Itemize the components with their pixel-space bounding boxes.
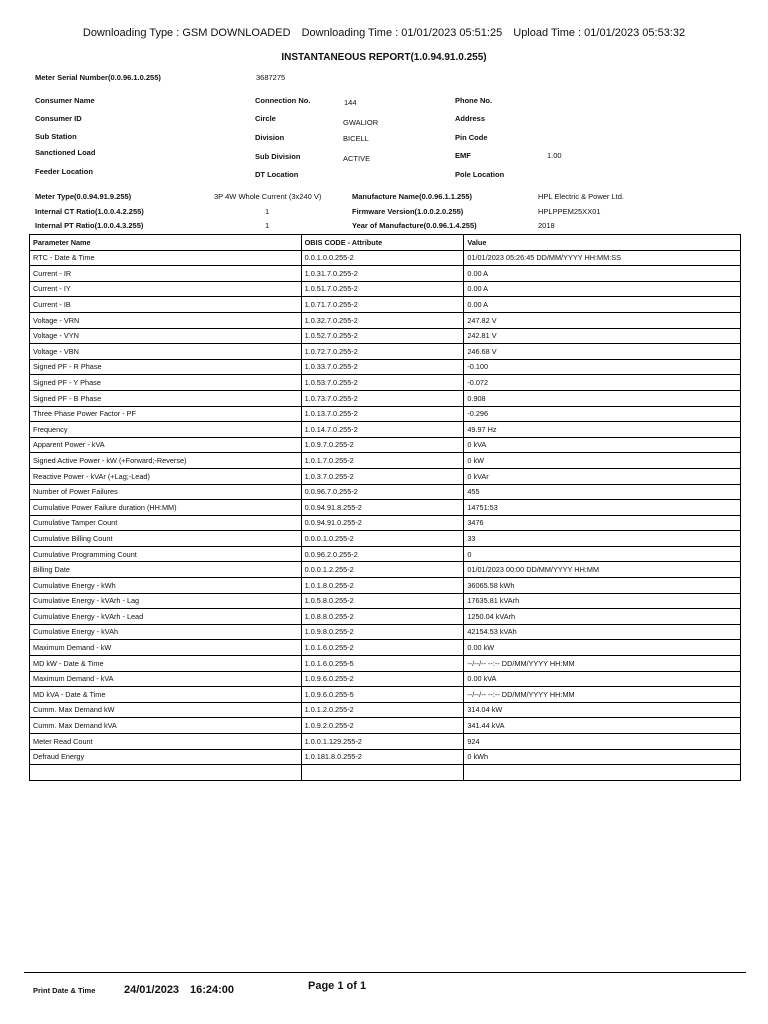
value-cell: 455 — [464, 484, 741, 500]
obis-code-cell: 0.0.96.2.0.255-2 — [301, 546, 464, 562]
table-row — [30, 484, 741, 500]
parameter-name-cell: MD kVA - Date & Time — [30, 687, 302, 703]
table-row — [30, 687, 741, 703]
feeder-location-label: Feeder Location — [35, 167, 93, 176]
emf-value: 1.00 — [547, 151, 562, 160]
obis-code-cell: 1.0.33.7.0.255-2 — [301, 359, 464, 375]
table-row — [30, 468, 741, 484]
table-row — [30, 765, 741, 781]
upload-time: Upload Time : 01/01/2023 05:53:32 — [513, 27, 686, 39]
value-cell: 3476 — [464, 515, 741, 531]
value-cell: 42154.53 kVAh — [464, 624, 741, 640]
parameter-name-cell: Cumulative Energy - kVArh - Lead — [30, 609, 302, 625]
circle-value: GWALIOR — [343, 118, 379, 127]
sub-station-label: Sub Station — [35, 132, 77, 141]
parameter-name-cell: MD kW - Date & Time — [30, 656, 302, 672]
obis-code-cell: 1.0.9.8.0.255-2 — [301, 624, 464, 640]
value-cell: 0 — [464, 546, 741, 562]
obis-code-cell: 1.0.51.7.0.255-2 — [301, 281, 464, 297]
obis-code-cell: 1.0.181.8.0.255-2 — [301, 749, 464, 765]
parameter-name-cell: Voltage - VRN — [30, 312, 302, 328]
table-row — [30, 390, 741, 406]
value-cell: 01/01/2023 05:26:45 DD/MM/YYYY HH:MM:SS — [464, 250, 741, 266]
table-row — [30, 312, 741, 328]
table-row — [30, 656, 741, 672]
value-cell: 1250.04 kVArh — [464, 609, 741, 625]
obis-code-cell: 1.0.3.7.0.255-2 — [301, 468, 464, 484]
phone-label: Phone No. — [455, 96, 493, 105]
table-row — [30, 734, 741, 750]
table-row — [30, 500, 741, 516]
value-cell: 0 kW — [464, 453, 741, 469]
obis-code-cell: 1.0.9.2.0.255-2 — [301, 718, 464, 734]
table-row — [30, 609, 741, 625]
value-cell: -0.072 — [464, 375, 741, 391]
obis-code-cell: 1.0.52.7.0.255-2 — [301, 328, 464, 344]
parameter-name-cell: Cumulative Energy - kVArh - Lag — [30, 593, 302, 609]
value-cell: 0.908 — [464, 390, 741, 406]
parameter-name-cell: Cumulative Energy - kVAh — [30, 624, 302, 640]
division-value: BICELL — [343, 134, 369, 143]
table-row — [30, 297, 741, 313]
table-row — [30, 250, 741, 266]
table-row — [30, 640, 741, 656]
obis-code-cell: 1.0.72.7.0.255-2 — [301, 344, 464, 360]
obis-code-cell: 1.0.14.7.0.255-2 — [301, 422, 464, 438]
report-title: INSTANTANEOUS REPORT(1.0.94.91.0.255) — [281, 52, 487, 63]
sanctioned-load-label: Sanctioned Load — [35, 148, 96, 157]
meter-type-value: 3P 4W Whole Current (3x240 V) — [214, 192, 322, 201]
value-cell: 14751:53 — [464, 500, 741, 516]
parameter-table — [29, 234, 741, 781]
meter-type-label: Meter Type(0.0.94.91.9.255) — [35, 192, 132, 201]
column-header-parameter: Parameter Name — [30, 235, 302, 251]
meter-serial-label: Meter Serial Number(0.0.96.1.0.255) — [35, 73, 161, 82]
table-row — [30, 593, 741, 609]
obis-code-cell: 1.0.13.7.0.255-2 — [301, 406, 464, 422]
obis-code-cell: 0.0.0.1.2.255-2 — [301, 562, 464, 578]
page-number: Page 1 of 1 — [308, 980, 367, 992]
table-header-row — [30, 235, 741, 251]
obis-code-cell: 1.0.9.6.0.255-5 — [301, 687, 464, 703]
table-row — [30, 344, 741, 360]
value-cell: 36065.58 kWh — [464, 578, 741, 594]
circle-label: Circle — [255, 114, 276, 123]
parameter-name-cell: Cumulative Energy - kWh — [30, 578, 302, 594]
obis-code-cell: 0.0.94.91.8.255-2 — [301, 500, 464, 516]
value-cell: 0.00 A — [464, 281, 741, 297]
obis-code-cell: 1.0.31.7.0.255-2 — [301, 266, 464, 282]
value-cell: --/--/-- --:-- DD/MM/YYYY HH:MM — [464, 656, 741, 672]
table-row — [30, 562, 741, 578]
obis-code-cell — [301, 765, 464, 781]
value-cell: 01/01/2023 00:00 DD/MM/YYYY HH:MM — [464, 562, 741, 578]
print-date-label: Print Date & Time — [33, 986, 96, 995]
downloading-type: Downloading Type : GSM DOWNLOADED — [82, 27, 291, 39]
parameter-name-cell: Maximum Demand - kVA — [30, 671, 302, 687]
parameter-name-cell — [30, 765, 302, 781]
parameter-name-cell: Cumulative Power Failure duration (HH:MM) — [30, 500, 302, 516]
table-row — [30, 578, 741, 594]
table-row — [30, 749, 741, 765]
obis-code-cell: 1.0.9.7.0.255-2 — [301, 437, 464, 453]
table-row — [30, 375, 741, 391]
value-cell: 247.82 V — [464, 312, 741, 328]
parameter-name-cell: Meter Read Count — [30, 734, 302, 750]
table-row — [30, 453, 741, 469]
manufacturer-label: Manufacture Name(0.0.96.1.1.255) — [352, 192, 473, 201]
obis-code-cell: 1.0.8.8.0.255-2 — [301, 609, 464, 625]
parameter-name-cell: Frequency — [30, 422, 302, 438]
firmware-value: HPLPPEM25XX01 — [538, 207, 601, 216]
footer-divider — [24, 972, 746, 973]
table-row — [30, 702, 741, 718]
parameter-name-cell: Current - IB — [30, 297, 302, 313]
parameter-name-cell: Signed PF - R Phase — [30, 359, 302, 375]
obis-code-cell: 0.0.94.91.0.255-2 — [301, 515, 464, 531]
meter-serial-value: 3687275 — [256, 73, 286, 82]
parameter-name-cell: Voltage - VYN — [30, 328, 302, 344]
parameter-name-cell: Maximum Demand - kW — [30, 640, 302, 656]
table-row — [30, 328, 741, 344]
parameter-name-cell: Cumulative Billing Count — [30, 531, 302, 547]
print-time-value: 16:24:00 — [190, 984, 235, 996]
table-row — [30, 406, 741, 422]
parameter-name-cell: Cumm. Max Demand kVA — [30, 718, 302, 734]
value-cell: 246.68 V — [464, 344, 741, 360]
downloading-time: Downloading Time : 01/01/2023 05:51:25 — [301, 27, 503, 39]
table-row — [30, 359, 741, 375]
value-cell: 0 kVAr — [464, 468, 741, 484]
parameter-name-cell: Current - IR — [30, 266, 302, 282]
table-row — [30, 671, 741, 687]
obis-code-cell: 1.0.0.1.129.255-2 — [301, 734, 464, 750]
table-row — [30, 422, 741, 438]
manufacturer-value: HPL Electric & Power Ltd. — [538, 192, 625, 201]
parameter-name-cell: Signed PF - Y Phase — [30, 375, 302, 391]
parameter-name-cell: Apparent Power - kVA — [30, 437, 302, 453]
parameter-name-cell: Number of Power Failures — [30, 484, 302, 500]
pt-ratio-value: 1 — [265, 221, 270, 230]
obis-code-cell: 1.0.1.2.0.255-2 — [301, 702, 464, 718]
table-row — [30, 546, 741, 562]
obis-code-cell: 1.0.1.6.0.255-5 — [301, 656, 464, 672]
value-cell: 341.44 kVA — [464, 718, 741, 734]
parameter-name-cell: Voltage - VBN — [30, 344, 302, 360]
value-cell: 924 — [464, 734, 741, 750]
consumer-id-label: Consumer ID — [35, 114, 82, 123]
obis-code-cell: 1.0.1.7.0.255-2 — [301, 453, 464, 469]
year-value: 2018 — [538, 221, 555, 230]
year-label: Year of Manufacture(0.0.96.1.4.255) — [352, 221, 477, 230]
obis-code-cell: 1.0.32.7.0.255-2 — [301, 312, 464, 328]
firmware-label: Firmware Version(1.0.0.2.0.255) — [352, 207, 464, 216]
value-cell: 0 kWh — [464, 749, 741, 765]
pin-code-label: Pin Code — [455, 133, 488, 142]
obis-code-cell: 0.0.1.0.0.255-2 — [301, 250, 464, 266]
parameter-name-cell: Billing Date — [30, 562, 302, 578]
value-cell: 33 — [464, 531, 741, 547]
value-cell: 0.00 A — [464, 266, 741, 282]
table-row — [30, 437, 741, 453]
obis-code-cell: 1.0.73.7.0.255-2 — [301, 390, 464, 406]
parameter-name-cell: Cumulative Tamper Count — [30, 515, 302, 531]
pt-ratio-label: Internal PT Ratio(1.0.0.4.3.255) — [35, 221, 144, 230]
obis-code-cell: 0.0.0.1.0.255-2 — [301, 531, 464, 547]
table-row — [30, 531, 741, 547]
value-cell: 314.04 kW — [464, 702, 741, 718]
parameter-name-cell: Signed PF - B Phase — [30, 390, 302, 406]
parameter-name-cell: Defraud Energy — [30, 749, 302, 765]
dt-location-label: DT Location — [255, 170, 299, 179]
parameter-name-cell: RTC - Date & Time — [30, 250, 302, 266]
ct-ratio-label: Internal CT Ratio(1.0.0.4.2.255) — [35, 207, 144, 216]
connection-no-label: Connection No. — [255, 96, 311, 105]
parameter-name-cell: Current - IY — [30, 281, 302, 297]
table-row — [30, 266, 741, 282]
obis-code-cell: 1.0.53.7.0.255-2 — [301, 375, 464, 391]
obis-code-cell: 0.0.96.7.0.255-2 — [301, 484, 464, 500]
table-row — [30, 515, 741, 531]
column-header-obis: OBIS CODE - Attribute — [301, 235, 464, 251]
table-row — [30, 718, 741, 734]
pole-location-label: Pole Location — [455, 170, 505, 179]
parameter-name-cell: Cumulative Programming Count — [30, 546, 302, 562]
value-cell — [464, 765, 741, 781]
value-cell: 17635.81 kVArh — [464, 593, 741, 609]
sub-division-label: Sub Division — [255, 152, 301, 161]
table-row — [30, 281, 741, 297]
value-cell: 0.00 kVA — [464, 671, 741, 687]
obis-code-cell: 1.0.9.6.0.255-2 — [301, 671, 464, 687]
value-cell: --/--/-- --:-- DD/MM/YYYY HH:MM — [464, 687, 741, 703]
parameter-name-cell: Reactive Power - kVAr (+Lag;-Lead) — [30, 468, 302, 484]
column-header-value: Value — [464, 235, 741, 251]
print-date-value: 24/01/2023 — [124, 984, 180, 996]
value-cell: 0.00 A — [464, 297, 741, 313]
parameter-name-cell: Three Phase Power Factor - PF — [30, 406, 302, 422]
connection-no-value: 144 — [344, 98, 357, 107]
address-label: Address — [455, 114, 486, 123]
download-info-line — [0, 27, 768, 39]
consumer-name-label: Consumer Name — [35, 96, 95, 105]
parameter-name-cell: Cumm. Max Demand kW — [30, 702, 302, 718]
obis-code-cell: 1.0.5.8.0.255-2 — [301, 593, 464, 609]
value-cell: 242.81 V — [464, 328, 741, 344]
obis-code-cell: 1.0.1.6.0.255-2 — [301, 640, 464, 656]
value-cell: 0.00 kW — [464, 640, 741, 656]
value-cell: -0.100 — [464, 359, 741, 375]
division-label: Division — [255, 133, 285, 142]
value-cell: 0 kVA — [464, 437, 741, 453]
obis-code-cell: 1.0.1.8.0.255-2 — [301, 578, 464, 594]
emf-label: EMF — [455, 151, 471, 160]
table-row — [30, 624, 741, 640]
parameter-name-cell: Signed Active Power - kW (+Forward;-Reverse) — [30, 453, 302, 469]
value-cell: 49.97 Hz — [464, 422, 741, 438]
obis-code-cell: 1.0.71.7.0.255-2 — [301, 297, 464, 313]
ct-ratio-value: 1 — [265, 207, 270, 216]
sub-division-value: ACTIVE — [343, 154, 371, 163]
value-cell: -0.296 — [464, 406, 741, 422]
